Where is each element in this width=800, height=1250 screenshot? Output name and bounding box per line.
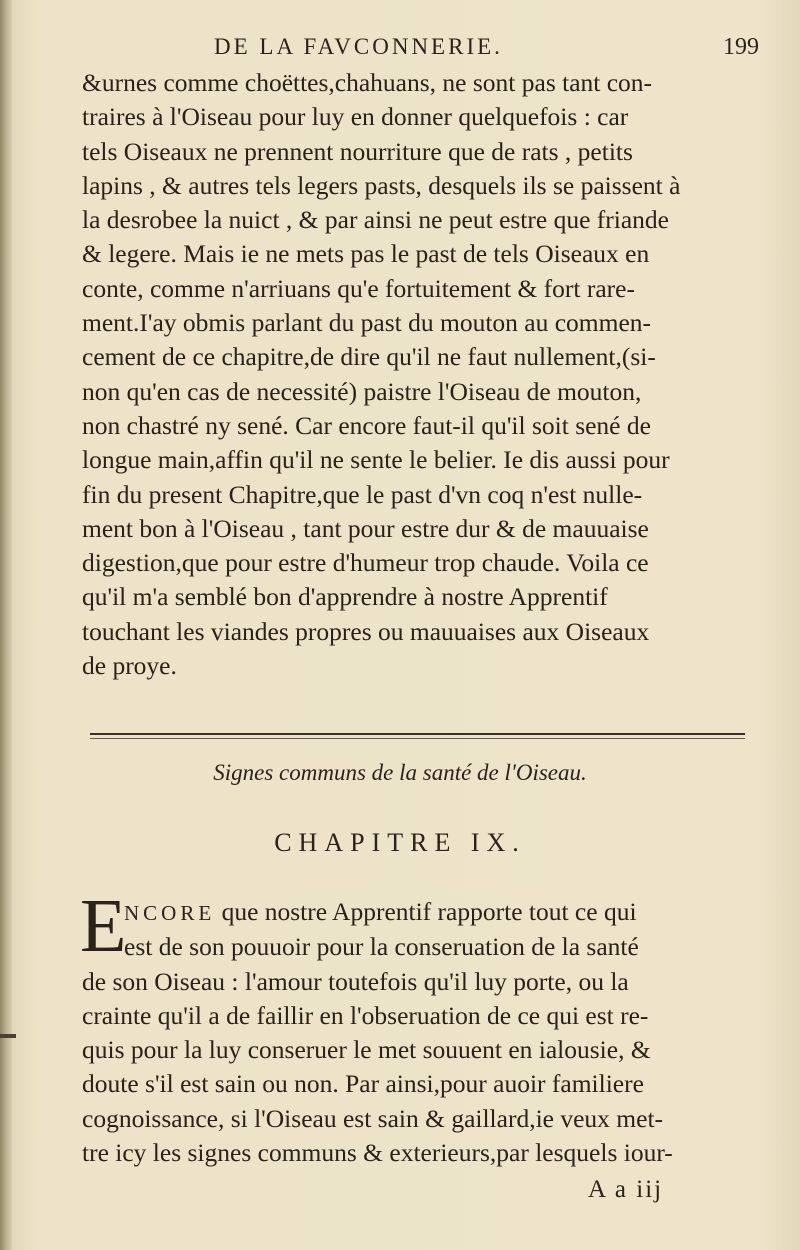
text-line: & legere. Mais ie ne mets pas le past de tels Oiseaux en: [82, 239, 650, 269]
margin-mark: [0, 1034, 16, 1038]
text-line: non chastré ny sené. Car encore faut-il qu'il soit sené de: [82, 410, 651, 440]
page-header: [214, 34, 759, 68]
text-line: non qu'en cas de necessité) paistre l'Oiseau de mouton,: [82, 376, 642, 406]
page-number: 199: [723, 34, 759, 60]
chapter-heading: CHAPITRE IX.: [274, 828, 526, 857]
text-line: lapins , & autres tels legers pasts, desquels ils se paissent à: [82, 170, 681, 200]
drop-cap: E: [80, 884, 127, 968]
text-line: qu'il m'a semblé bon d'apprendre à nostre Apprentif: [82, 582, 608, 612]
text-line: tels Oiseaux ne prennent nourriture que de rats , petits: [82, 136, 633, 166]
text-line: de proye.: [82, 651, 177, 681]
text-line: longue main,affin qu'il ne sente le belier. Ie dis aussi pour: [82, 445, 670, 475]
chapter-paragraph: [80, 884, 754, 1170]
text-line: la desrobee la nuict , & par ainsi ne peut estre que friande: [82, 205, 669, 235]
text-line: quis pour la luy conseruer le met souuent en ialousie, &: [82, 1035, 651, 1065]
text-line: &urnes comme choëttes,chahuans, ne sont pas tant con-: [82, 68, 653, 97]
page-spine-shadow: [0, 0, 12, 1250]
running-head: DE LA FAVCONNERIE.: [214, 34, 503, 59]
text-line: cement de ce chapitre,de dire qu'il ne faut nullement,(si-: [82, 342, 656, 372]
text-line: tre icy les signes communs & exterieurs,par lesquels iour-: [82, 1138, 673, 1168]
signature-mark: A a iij: [588, 1176, 664, 1203]
text-line: touchant les viandes propres ou mauuaises aux Oiseaux: [82, 616, 650, 646]
section-rule: [90, 733, 745, 739]
text-line: ment.I'ay obmis parlant du past du mouton au commen-: [82, 308, 652, 338]
text-line: fin du present Chapitre,que le past d'vn coq n'est nulle-: [82, 479, 643, 509]
text-line: crainte qu'il a de faillir en l'obseruation de ce qui est re-: [82, 1000, 649, 1030]
text-line: ment bon à l'Oiseau , tant pour estre dur & de mauuaise: [82, 513, 649, 543]
opening-word: NCORE: [124, 901, 216, 925]
text-line: digestion,que pour estre d'humeur trop chaude. Voila ce: [82, 548, 649, 578]
paragraph-continued: [82, 66, 752, 683]
text-line: traires à l'Oiseau pour luy en donner quelquefois : car: [82, 102, 629, 132]
text-line-rest: que nostre Apprentif rapporte tout ce qui: [215, 897, 637, 926]
text-line: de son Oiseau : l'amour toutefois qu'il luy porte, ou la: [82, 966, 629, 996]
text-line: cognoissance, si l'Oiseau est sain & gaillard,ie veux met-: [82, 1103, 664, 1133]
section-title: Signes communs de la santé de l'Oiseau.: [213, 760, 587, 785]
text-line: doute s'il est sain ou non. Par ainsi,pour auoir familiere: [82, 1069, 644, 1099]
text-line: conte, comme n'arriuans qu'e fortuitement & fort rare-: [82, 273, 635, 303]
text-line: est de son pouuoir pour la conseruation de la santé: [124, 932, 639, 962]
text-line: [82, 895, 754, 930]
